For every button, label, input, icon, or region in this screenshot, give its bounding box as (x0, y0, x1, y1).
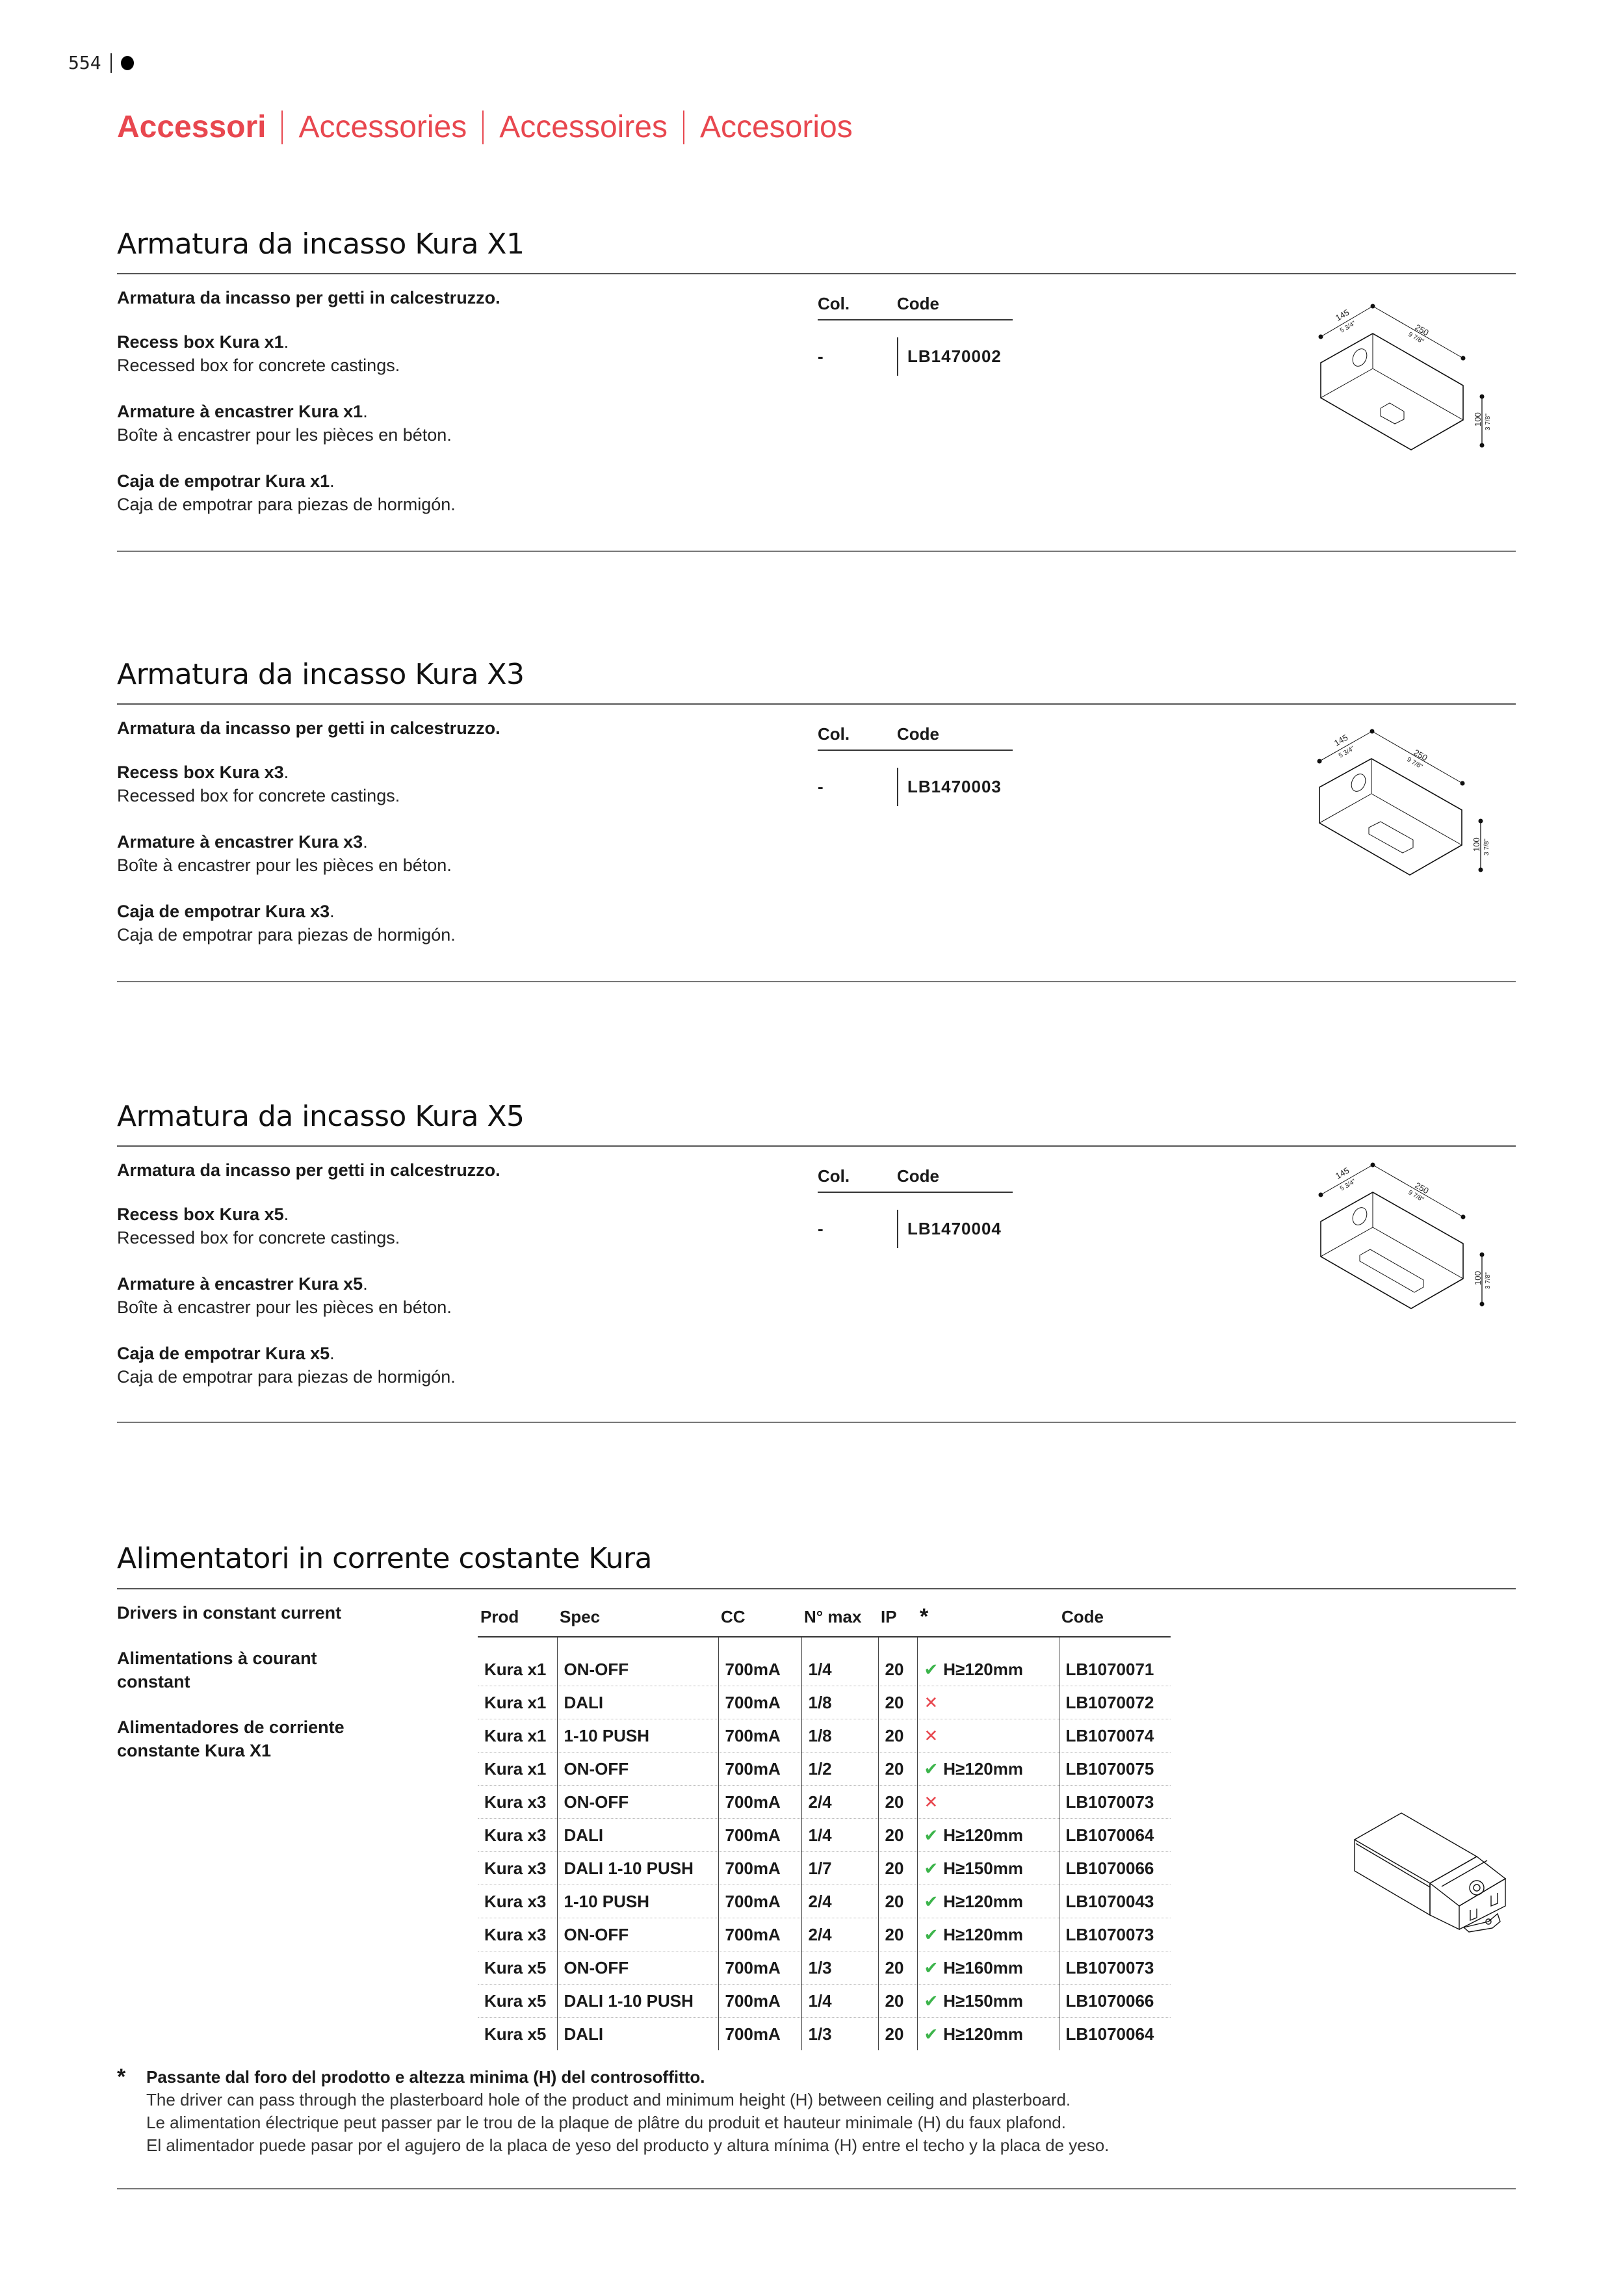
ip-cell: 20 (878, 1885, 917, 1918)
label-fr: Alimentations à courant constant (117, 1649, 317, 1691)
entry-bold: Recess box Kura x1 (117, 332, 284, 352)
svg-text:145: 145 (1332, 732, 1350, 748)
svg-text:3 7/8": 3 7/8" (1485, 413, 1492, 430)
divider (683, 111, 684, 144)
recess-box-x5-drawing (1300, 1157, 1534, 1339)
desc-entry-fr: Armature à encastrer Kura x3. Boîte à encastrer pour les pièces en béton. (117, 830, 767, 877)
ip-cell: 20 (878, 1686, 917, 1719)
svg-text:100: 100 (1472, 837, 1481, 852)
table-row (478, 1852, 1171, 1885)
table-row (478, 1719, 1171, 1753)
code-cell[interactable]: LB1070073 (1059, 1786, 1171, 1819)
prod-cell: Kura x1 (478, 1653, 557, 1686)
passthrough-cell (917, 1885, 1059, 1918)
code-header: Code (897, 294, 939, 313)
svg-text:145: 145 (1334, 307, 1351, 323)
min-height-value: H≥120mm (943, 1659, 1023, 1679)
section-rule (117, 1145, 1516, 1147)
code-cell[interactable]: LB1070073 (1059, 1918, 1171, 1951)
recess-box-x1-drawing (1300, 286, 1534, 468)
check-icon: ✔ (924, 1891, 939, 1911)
svg-text:145: 145 (1334, 1165, 1351, 1181)
prod-cell: Kura x3 (478, 1852, 557, 1885)
section-rule (117, 1422, 1516, 1423)
code-table-x5 (818, 1166, 1013, 1248)
check-icon: ✔ (924, 2024, 939, 2044)
entry-text: Recessed box for concrete castings. (117, 786, 400, 805)
passthrough-cell (917, 1653, 1059, 1686)
svg-text:3 7/8": 3 7/8" (1485, 1272, 1492, 1289)
desc-entry-es: Caja de empotrar Kura x1. Caja de empotrar para piezas de hormigón. (117, 469, 767, 516)
nmax-cell: 1/4 (801, 1653, 878, 1686)
prod-cell: Kura x1 (478, 1753, 557, 1786)
col-value: - (818, 1219, 824, 1238)
divider (110, 53, 112, 73)
product-code[interactable]: LB1470004 (897, 1210, 1002, 1248)
check-icon: ✔ (924, 1758, 939, 1779)
ip-cell: 20 (878, 1852, 917, 1885)
passthrough-cell (917, 1918, 1059, 1951)
prod-cell: Kura x1 (478, 1686, 557, 1719)
code-table-x1 (818, 294, 1013, 376)
check-icon: ✔ (924, 1825, 939, 1845)
cross-icon: ✕ (924, 1692, 939, 1712)
check-icon: ✔ (924, 1659, 939, 1679)
cc-cell: 700mA (718, 1753, 801, 1786)
section-rule (117, 551, 1516, 552)
entry-text: Boîte à encastrer pour les pièces en béton. (117, 425, 452, 445)
section-intro: Armatura da incasso per getti in calcestruzzo. (117, 288, 500, 307)
ip-cell: 20 (878, 1985, 917, 2018)
ip-cell: 20 (878, 1786, 917, 1819)
code-cell[interactable]: LB1070075 (1059, 1753, 1171, 1786)
spec-cell: ON-OFF (557, 1918, 718, 1951)
section-title-x1: Armatura da incasso Kura X1 (117, 228, 525, 261)
nmax-cell: 1/3 (801, 2018, 878, 2051)
passthrough-cell (917, 1753, 1059, 1786)
cc-cell: 700mA (718, 1686, 801, 1719)
divider (281, 111, 283, 144)
cc-cell: 700mA (718, 2018, 801, 2051)
entry-bold: Caja de empotrar Kura x5 (117, 1344, 330, 1363)
col-header-code: Code (1059, 1599, 1171, 1637)
desc-entry-en: Recess box Kura x5. Recessed box for concrete castings. (117, 1203, 767, 1249)
prod-cell: Kura x3 (478, 1786, 557, 1819)
prod-cell: Kura x5 (478, 1985, 557, 2018)
nmax-cell: 1/4 (801, 1985, 878, 2018)
section-rule (117, 703, 1516, 705)
svg-text:5 3/4": 5 3/4" (1339, 1178, 1357, 1193)
code-cell[interactable]: LB1070064 (1059, 1819, 1171, 1852)
section-intro: Armatura da incasso per getti in calcestruzzo. (117, 718, 500, 738)
nmax-cell: 1/4 (801, 1819, 878, 1852)
table-header-row (478, 1599, 1171, 1637)
desc-entry-es: Caja de empotrar Kura x5. Caja de empotrar para piezas de hormigón. (117, 1342, 767, 1389)
section-rule (117, 2188, 1516, 2189)
section-title-x3: Armatura da incasso Kura X3 (117, 658, 525, 691)
table-row (478, 1918, 1171, 1951)
entry-bold: Caja de empotrar Kura x3 (117, 902, 330, 921)
cc-cell: 700mA (718, 1786, 801, 1819)
nmax-cell: 2/4 (801, 1885, 878, 1918)
svg-text:250: 250 (1412, 747, 1429, 763)
svg-text:9 7/8": 9 7/8" (1407, 1189, 1425, 1204)
recess-box-x3-drawing (1300, 715, 1534, 897)
desc-entry-en: Recess box Kura x3. Recessed box for concrete castings. (117, 761, 767, 807)
col-header-cc: CC (718, 1599, 801, 1637)
table-row (478, 1819, 1171, 1852)
passthrough-cell (917, 1786, 1059, 1819)
spec-cell: ON-OFF (557, 1951, 718, 1985)
col-value: - (818, 777, 824, 796)
prod-cell: Kura x3 (478, 1918, 557, 1951)
passthrough-cell (917, 1985, 1059, 2018)
cc-cell: 700mA (718, 1885, 801, 1918)
ip-cell: 20 (878, 1653, 917, 1686)
passthrough-cell (917, 1852, 1059, 1885)
svg-text:9 7/8": 9 7/8" (1407, 331, 1425, 346)
desc-entry-fr: Armature à encastrer Kura x5. Boîte à encastrer pour les pièces en béton. (117, 1272, 767, 1319)
section-description-x3 (117, 716, 767, 969)
section-description-x5 (117, 1158, 767, 1411)
prod-cell: Kura x3 (478, 1885, 557, 1918)
ip-cell: 20 (878, 1951, 917, 1985)
prod-cell: Kura x5 (478, 1951, 557, 1985)
page-number (68, 52, 134, 73)
code-header: Code (897, 724, 939, 744)
title-fr: Accessoires (499, 110, 668, 144)
min-height-value: H≥120mm (943, 1758, 1023, 1779)
label-en: Drivers in constant current (117, 1603, 342, 1623)
code-cell[interactable]: LB1070043 (1059, 1885, 1171, 1918)
footnote-line-fr: Le alimentation électrique peut passer par le trou de la plaque de plâtre du produit et hauteur minimale (H) du faux plafond. (146, 2113, 1066, 2132)
code-cell[interactable]: LB1070072 (1059, 1686, 1171, 1719)
prod-cell: Kura x1 (478, 1719, 557, 1753)
product-code[interactable]: LB1470003 (897, 768, 1002, 806)
ip-cell: 20 (878, 1719, 917, 1753)
product-code[interactable]: LB1470002 (897, 337, 1002, 376)
bullet-icon (121, 56, 134, 70)
svg-text:250: 250 (1413, 1180, 1431, 1196)
table-row (478, 1985, 1171, 2018)
code-cell[interactable]: LB1070066 (1059, 1852, 1171, 1885)
spec-cell: DALI (557, 1686, 718, 1719)
entry-text: Recessed box for concrete castings. (117, 1228, 400, 1247)
passthrough-cell (917, 1819, 1059, 1852)
nmax-cell: 2/4 (801, 1918, 878, 1951)
entry-text: Boîte à encastrer pour les pièces en béton. (117, 1298, 452, 1317)
title-primary: Accessori (117, 110, 266, 144)
asterisk-icon: * (117, 2065, 126, 2089)
min-height-value: H≥160mm (943, 1957, 1023, 1977)
passthrough-cell (917, 1951, 1059, 1985)
nmax-cell: 1/7 (801, 1852, 878, 1885)
section-title-drivers: Alimentatori in corrente costante Kura (117, 1542, 653, 1575)
entry-bold: Recess box Kura x3 (117, 763, 284, 782)
spec-cell: ON-OFF (557, 1653, 718, 1686)
entry-text: Boîte à encastrer pour les pièces en béton. (117, 855, 452, 875)
cc-cell: 700mA (718, 1985, 801, 2018)
svg-text:100: 100 (1473, 1271, 1483, 1285)
svg-text:5 3/4": 5 3/4" (1338, 745, 1356, 760)
entry-text: Caja de empotrar para piezas de hormigón. (117, 925, 456, 945)
cc-cell: 700mA (718, 1653, 801, 1686)
page-number-text: 554 (68, 52, 101, 73)
table-row (478, 1686, 1171, 1719)
code-header: Code (897, 1166, 939, 1186)
cc-cell: 700mA (718, 1819, 801, 1852)
drivers-table-body (478, 1637, 1171, 2050)
spec-cell: DALI 1-10 PUSH (557, 1985, 718, 2018)
code-cell[interactable]: LB1070073 (1059, 1951, 1171, 1985)
cross-icon: ✕ (924, 1792, 939, 1812)
page-title (117, 109, 853, 145)
col-value: - (818, 346, 824, 366)
table-row (478, 1653, 1171, 1686)
code-cell[interactable]: LB1070074 (1059, 1719, 1171, 1753)
code-cell[interactable]: LB1070066 (1059, 1985, 1171, 2018)
check-icon: ✔ (924, 1924, 939, 1944)
spec-cell: ON-OFF (557, 1753, 718, 1786)
entry-bold: Armature à encastrer Kura x3 (117, 832, 363, 852)
entry-bold: Caja de empotrar Kura x1 (117, 471, 330, 491)
spec-cell: DALI (557, 1819, 718, 1852)
title-en: Accessories (298, 110, 467, 144)
prod-cell: Kura x3 (478, 1819, 557, 1852)
spec-cell: DALI (557, 2018, 718, 2051)
section-description-x1 (117, 286, 767, 539)
ip-cell: 20 (878, 1918, 917, 1951)
drivers-labels (117, 1601, 403, 1784)
spec-cell: ON-OFF (557, 1786, 718, 1819)
section-rule (117, 273, 1516, 274)
passthrough-cell (917, 1719, 1059, 1753)
col-header-nmax: N° max (801, 1599, 878, 1637)
footnote (117, 2066, 1514, 2157)
svg-text:100: 100 (1473, 412, 1483, 426)
min-height-value: H≥120mm (943, 1891, 1023, 1911)
ip-cell: 20 (878, 1819, 917, 1852)
code-table-x3 (818, 724, 1013, 806)
col-header-prod: Prod (478, 1599, 557, 1637)
min-height-value: H≥120mm (943, 2024, 1023, 2044)
cc-cell: 700mA (718, 1918, 801, 1951)
nmax-cell: 1/2 (801, 1753, 878, 1786)
table-row (478, 1753, 1171, 1786)
entry-text: Caja de empotrar para piezas de hormigón. (117, 495, 456, 514)
drivers-table (478, 1599, 1171, 2050)
nmax-cell: 2/4 (801, 1786, 878, 1819)
footnote-line-es: El alimentador puede pasar por el agujero de la placa de yeso del producto y altura mínima (H) entre el techo y la placa de yeso. (146, 2135, 1110, 2155)
table-row (478, 1786, 1171, 1819)
desc-entry-en: Recess box Kura x1. Recessed box for concrete castings. (117, 330, 767, 377)
desc-entry-fr: Armature à encastrer Kura x1. Boîte à encastrer pour les pièces en béton. (117, 400, 767, 447)
section-rule (117, 981, 1516, 982)
entry-bold: Armature à encastrer Kura x5 (117, 1274, 363, 1294)
label-es: Alimentadores de corriente constante Kura X1 (117, 1717, 344, 1760)
min-height-value: H≥150mm (943, 1858, 1023, 1878)
nmax-cell: 1/3 (801, 1951, 878, 1985)
spec-cell: DALI 1-10 PUSH (557, 1852, 718, 1885)
svg-text:9 7/8": 9 7/8" (1405, 756, 1424, 771)
passthrough-cell (917, 2018, 1059, 2051)
entry-bold: Armature à encastrer Kura x1 (117, 402, 363, 421)
svg-text:5 3/4": 5 3/4" (1339, 320, 1357, 335)
cross-icon: ✕ (924, 1725, 939, 1745)
footnote-line-en: The driver can pass through the plasterboard hole of the product and minimum height (H) between ceiling and plasterboard. (146, 2090, 1071, 2109)
col-header: Col. (818, 294, 850, 313)
code-cell[interactable]: LB1070071 (1059, 1653, 1171, 1686)
table-row (478, 1885, 1171, 1918)
col-header: Col. (818, 1166, 850, 1186)
check-icon: ✔ (924, 1858, 939, 1878)
section-rule (117, 1588, 1516, 1589)
passthrough-cell (917, 1686, 1059, 1719)
section-title-x5: Armatura da incasso Kura X5 (117, 1100, 525, 1133)
ip-cell: 20 (878, 1753, 917, 1786)
desc-entry-es: Caja de empotrar Kura x3. Caja de empotrar para piezas de hormigón. (117, 900, 767, 946)
table-row (478, 2018, 1171, 2051)
ip-cell: 20 (878, 2018, 917, 2051)
prod-cell: Kura x5 (484, 2024, 547, 2044)
nmax-cell: 1/8 (801, 1686, 878, 1719)
spec-cell: 1-10 PUSH (557, 1885, 718, 1918)
code-cell[interactable]: LB1070064 (1059, 2018, 1171, 2051)
col-header-spec: Spec (557, 1599, 718, 1637)
min-height-value: H≥120mm (943, 1825, 1023, 1845)
entry-bold: Recess box Kura x5 (117, 1205, 284, 1224)
cc-cell: 700mA (718, 1719, 801, 1753)
section-intro: Armatura da incasso per getti in calcestruzzo. (117, 1160, 500, 1180)
check-icon: ✔ (924, 1990, 939, 2011)
spec-cell: 1-10 PUSH (557, 1719, 718, 1753)
divider (482, 111, 484, 144)
driver-product-drawing (1339, 1794, 1560, 1950)
col-header: Col. (818, 724, 850, 744)
nmax-cell: 1/8 (801, 1719, 878, 1753)
table-row (478, 1951, 1171, 1985)
entry-text: Recessed box for concrete castings. (117, 356, 400, 375)
col-header-star: * (917, 1599, 1059, 1637)
svg-text:250: 250 (1413, 322, 1431, 338)
col-header-ip: IP (878, 1599, 917, 1637)
svg-text:3 7/8": 3 7/8" (1483, 839, 1490, 855)
cc-cell: 700mA (718, 1951, 801, 1985)
check-icon: ✔ (924, 1957, 939, 1977)
min-height-value: H≥120mm (943, 1924, 1023, 1944)
cc-cell: 700mA (718, 1852, 801, 1885)
title-es: Accesorios (699, 110, 853, 144)
entry-text: Caja de empotrar para piezas de hormigón. (117, 1367, 456, 1387)
min-height-value: H≥150mm (943, 1990, 1023, 2011)
footnote-lead: Passante dal foro del prodotto e altezza minima (H) del controsoffitto. (146, 2067, 705, 2087)
